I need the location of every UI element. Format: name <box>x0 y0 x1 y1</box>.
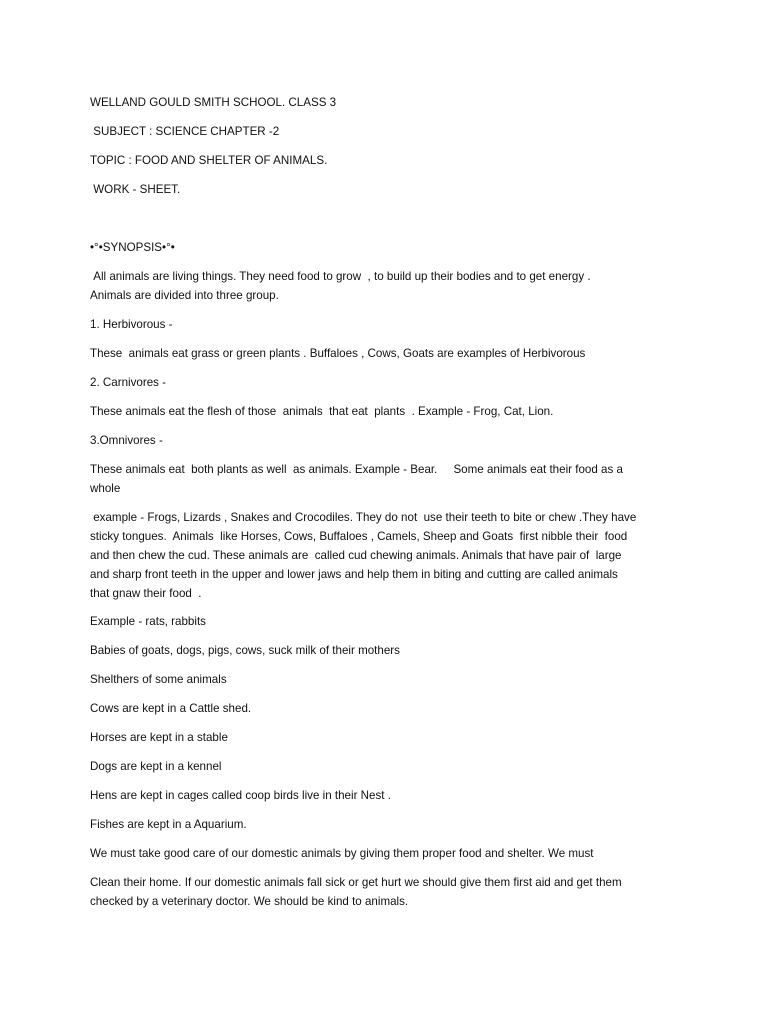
text-line: Horses are kept in a stable <box>90 731 228 744</box>
synopsis-heading: •°•SYNOPSIS•°• <box>90 241 175 254</box>
worksheet-heading: WORK - SHEET. <box>90 183 181 196</box>
text-line: We must take good care of our domestic animals by giving them proper food and shelter. We must <box>90 847 594 860</box>
group-text: These animals eat the flesh of those animals that eat plants . Example - Frog, Cat, Lion. <box>90 405 554 418</box>
text-line: Babies of goats, dogs, pigs, cows, suck milk of their mothers <box>90 644 400 657</box>
intro-paragraph: All animals are living things. They need food to grow , to build up their bodies and to get energy . Animals are divided into three group. <box>90 270 591 302</box>
closing-paragraph: Clean their home. If our domestic animals fall sick or get hurt we should give them first aid and get them checked by a veterinary doctor. We should be kind to animals. <box>90 876 622 908</box>
text-line: Shelthers of some animals <box>90 673 227 686</box>
school-heading: WELLAND GOULD SMITH SCHOOL. CLASS 3 <box>90 96 337 109</box>
group-title: 3.Omnivores - <box>90 434 163 447</box>
text-line: Fishes are kept in a Aquarium. <box>90 818 247 831</box>
text-line: Dogs are kept in a kennel <box>90 760 222 773</box>
feeding-paragraph: example - Frogs, Lizards , Snakes and Crocodiles. They do not use their teeth to bite or chew .They have sticky tongues. Animals like Horses, Cows, Buffaloes , Camels, Sheep and Goats first nibble their food and then chew the cud. These animals are called cud chewing animals. Animals that have pair of large and sharp front teeth in the upper and lower jaws and help them in biting and cutting are called animals that gnaw their food . <box>90 511 637 600</box>
text-line: Example - rats, rabbits <box>90 615 206 628</box>
group-title: 2. Carnivores - <box>90 376 167 389</box>
group-title: 1. Herbivorous - <box>90 318 173 331</box>
text-line: Hens are kept in cages called coop birds live in their Nest . <box>90 789 391 802</box>
group-text: These animals eat grass or green plants . Buffaloes , Cows, Goats are examples of Herbivorous <box>90 347 586 360</box>
subject-heading: SUBJECT : SCIENCE CHAPTER -2 <box>90 125 280 138</box>
topic-heading: TOPIC : FOOD AND SHELTER OF ANIMALS. <box>90 154 328 167</box>
group-text: These animals eat both plants as well as animals. Example - Bear. Some animals eat their food as a whole <box>90 463 623 495</box>
text-line: Cows are kept in a Cattle shed. <box>90 702 252 715</box>
